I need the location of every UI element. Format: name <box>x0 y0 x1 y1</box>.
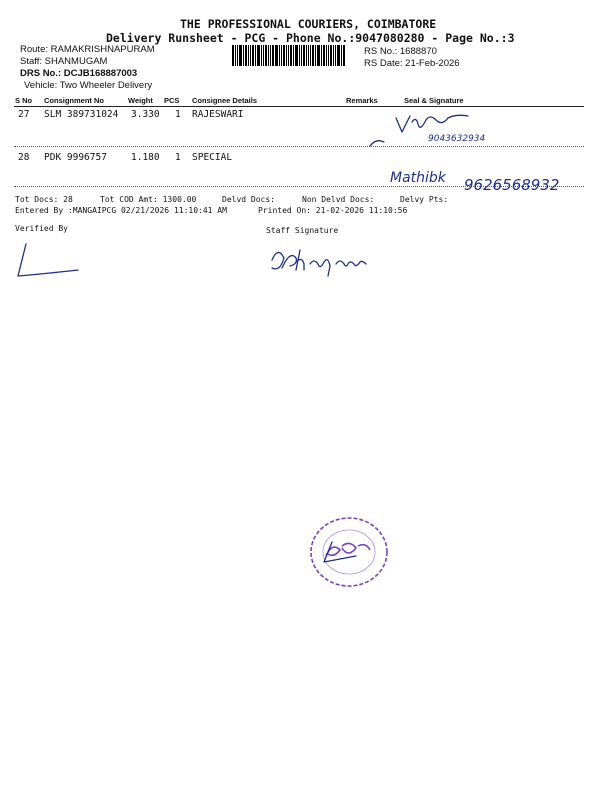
row1-phone-handwritten: 9043632934 <box>428 134 486 144</box>
row2-handwritten-signature <box>388 160 588 196</box>
barcode-bar <box>301 45 302 66</box>
barcode-bar <box>328 45 329 66</box>
cell-pcs: 1 <box>175 109 181 120</box>
cell-sno: 28 <box>18 152 30 163</box>
barcode-bar <box>312 45 314 66</box>
staff-signature <box>266 242 386 278</box>
entered-by: Entered By :MANGAIPCG 02/21/2026 11:10:41 AM <box>15 206 227 215</box>
cell-consignment: PDK 9996757 <box>44 152 107 163</box>
barcode-bar <box>317 45 320 66</box>
cell-sno: 27 <box>18 109 30 120</box>
barcode-bar <box>248 45 249 66</box>
barcode-bar <box>245 45 247 66</box>
barcode-bar <box>303 45 305 66</box>
barcode-bar <box>321 45 322 66</box>
cell-weight: 3.330 <box>131 109 160 120</box>
header-divider <box>14 106 584 107</box>
total-cod-amount: Tot COD Amt: 1300.00 <box>100 195 197 204</box>
runsheet-title: Delivery Runsheet - PCG - Phone No.:9047080280 - Page No.:3 <box>106 31 515 45</box>
barcode-bar <box>288 45 289 66</box>
row1-handwritten-signature <box>366 108 506 150</box>
barcode-bar <box>243 45 244 66</box>
non-delivered-docs: Non Delvd Docs: <box>302 195 375 204</box>
verified-by-signature <box>12 240 92 284</box>
col-remarks: Remarks <box>346 96 378 105</box>
cell-pcs: 1 <box>175 152 181 163</box>
barcode-bar <box>255 45 256 66</box>
barcode-bar <box>252 45 254 66</box>
route-label: Route: RAMAKRISHNAPURAM <box>20 44 155 55</box>
barcode-bar <box>281 45 282 66</box>
staff-signature-label: Staff Signature <box>266 226 339 235</box>
barcode-bar <box>232 45 234 66</box>
barcode-bar <box>263 45 264 66</box>
drs-number: DRS No.: DCJB168887003 <box>20 68 138 79</box>
barcode-bar <box>333 45 334 66</box>
delivery-points: Delvy Pts: <box>400 195 449 204</box>
rs-number: RS No.: 1688870 <box>364 46 437 57</box>
col-consignment: Consignment No <box>44 96 104 105</box>
barcode-bar <box>250 45 251 66</box>
barcode-bar <box>308 45 309 66</box>
col-weight: Weight <box>128 96 153 105</box>
runsheet-barcode <box>232 45 358 66</box>
barcode-bar <box>310 45 311 66</box>
barcode-bar <box>290 45 292 66</box>
barcode-bar <box>265 45 267 66</box>
vehicle-label: Vehicle: Two Wheeler Delivery <box>24 80 153 91</box>
company-seal-stamp <box>306 512 392 592</box>
cell-consignee: SPECIAL <box>192 152 233 163</box>
barcode-bar <box>295 45 298 66</box>
rs-date: RS Date: 21-Feb-2026 <box>364 58 460 69</box>
barcode-bar <box>261 45 262 66</box>
barcode-bar <box>343 45 345 66</box>
col-consignee: Consignee Details <box>192 96 258 105</box>
barcode-bar <box>272 45 274 66</box>
col-pcs: PCS <box>164 96 180 105</box>
barcode-bar <box>279 45 280 66</box>
barcode-bar <box>268 45 269 66</box>
printed-on: Printed On: 21-02-2026 11:10:56 <box>258 206 408 215</box>
total-docs: Tot Docs: 28 <box>15 195 73 204</box>
barcode-bar <box>299 45 300 66</box>
barcode-bar <box>257 45 260 66</box>
barcode-bar <box>337 45 340 66</box>
cell-consignment: SLM 389731024 <box>44 109 119 120</box>
cell-weight: 1.180 <box>131 152 160 163</box>
cell-consignee: RAJESWARI <box>192 109 244 120</box>
barcode-bar <box>270 45 271 66</box>
row2-phone-handwritten: 9626568932 <box>464 176 560 194</box>
barcode-bar <box>315 45 316 66</box>
col-sno: S No <box>15 96 33 105</box>
barcode-bar <box>286 45 287 66</box>
col-seal-signature: Seal & Signature <box>404 96 464 105</box>
barcode-bar <box>283 45 285 66</box>
barcode-bar <box>237 45 238 66</box>
staff-label: Staff: SHANMUGAM <box>20 56 108 67</box>
barcode-bar <box>235 45 236 66</box>
barcode-bar <box>326 45 327 66</box>
delivered-docs: Delvd Docs: <box>222 195 275 204</box>
barcode-bar <box>323 45 325 66</box>
row2-name-handwritten: Mathibk <box>390 170 446 186</box>
barcode-bar <box>275 45 278 66</box>
barcode-bar <box>341 45 342 66</box>
company-title: THE PROFESSIONAL COURIERS, COIMBATORE <box>180 17 437 31</box>
barcode-bar <box>239 45 242 66</box>
barcode-bar <box>330 45 332 66</box>
verified-by-label: Verified By <box>15 224 68 233</box>
barcode-bar <box>306 45 307 66</box>
barcode-bar <box>335 45 336 66</box>
barcode-bar <box>293 45 294 66</box>
